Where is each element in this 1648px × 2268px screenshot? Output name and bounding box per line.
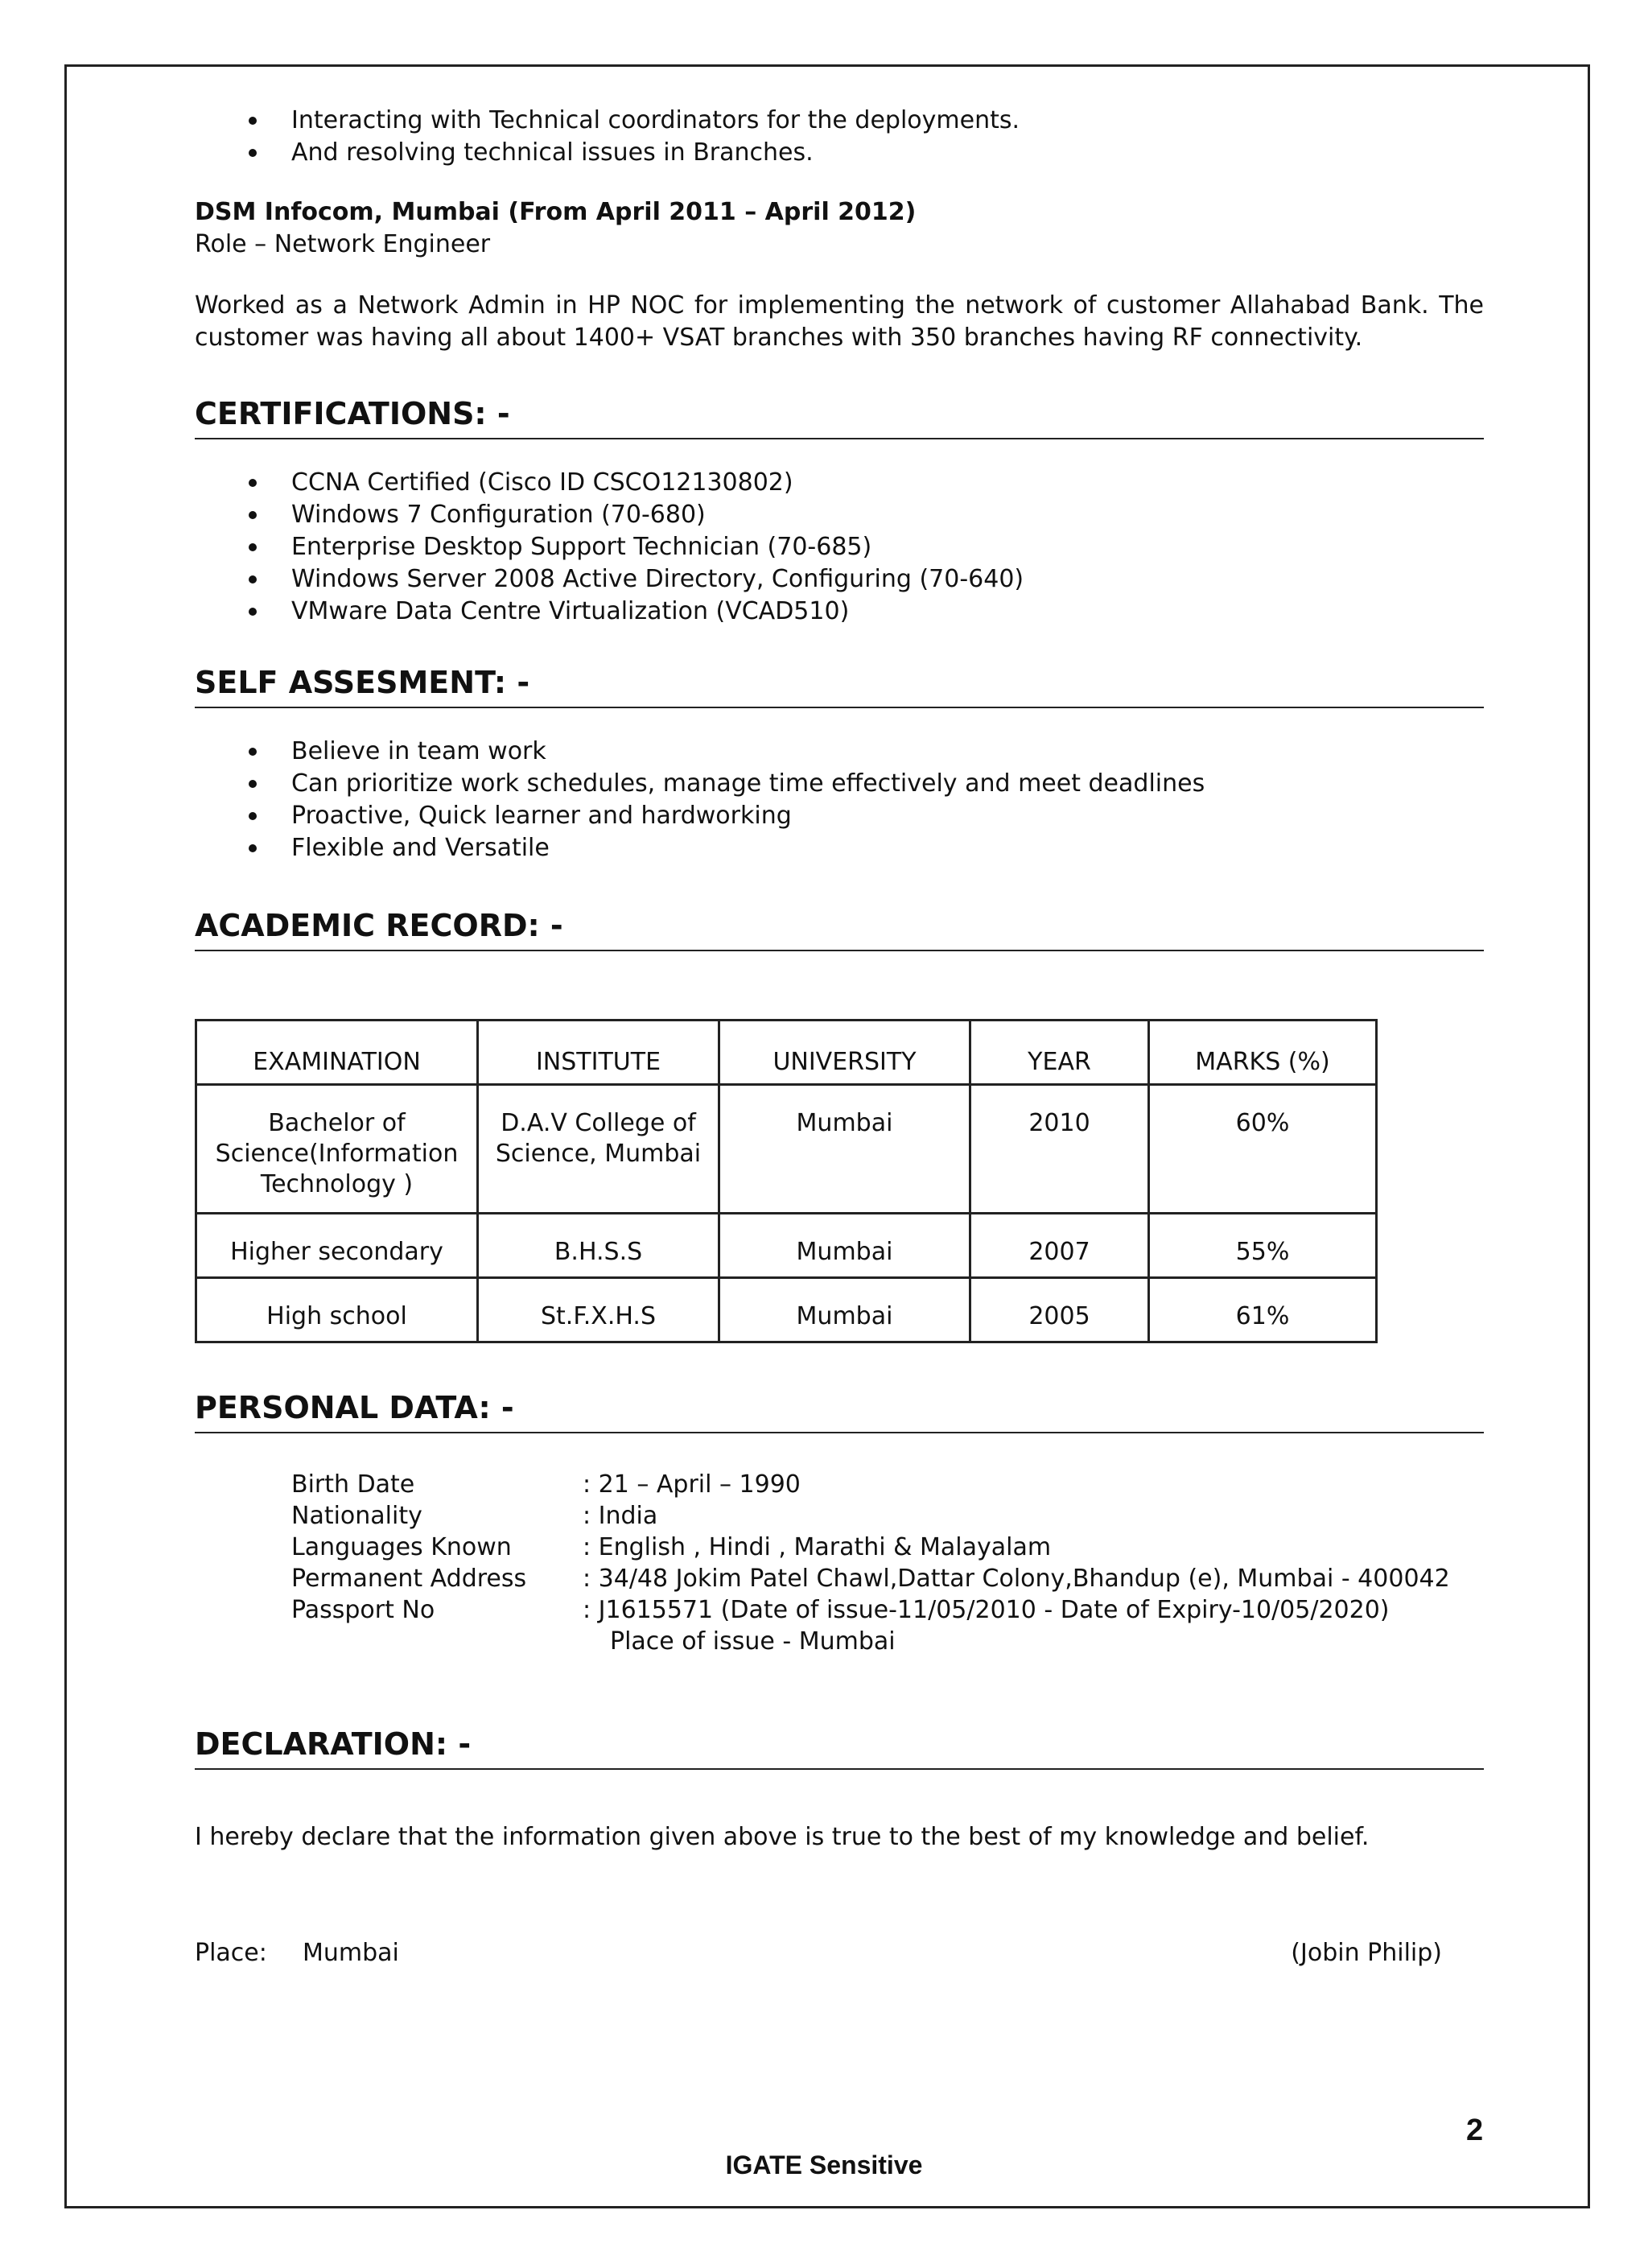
personal-row-passport (291, 1594, 1484, 1626)
cell-marks: 60% (1149, 1085, 1377, 1214)
list-item: CCNA Certified (Cisco ID CSCO12130802) (195, 467, 1484, 499)
resume-page-content (195, 105, 1484, 1969)
languages-label: Languages Known (291, 1533, 512, 1561)
personal-data-heading: PERSONAL DATA: - (195, 1388, 1484, 1433)
list-item: Interacting with Technical coordinators for the deployments. (195, 105, 1484, 137)
academic-record-heading: ACADEMIC RECORD: - (195, 906, 1484, 951)
cell-year: 2010 (970, 1085, 1149, 1214)
page-number: 2 (1466, 2113, 1484, 2147)
place-value: Mumbai (303, 1939, 399, 1967)
personal-row-languages (291, 1532, 1484, 1563)
column-header-examination: EXAMINATION (196, 1021, 478, 1085)
place-label: Place: (195, 1939, 267, 1967)
certifications-list (195, 467, 1484, 628)
personal-row-birth-date (291, 1469, 1484, 1500)
column-header-university: UNIVERSITY (719, 1021, 970, 1085)
table-row (196, 1214, 1377, 1278)
column-header-institute: INSTITUTE (478, 1021, 719, 1085)
job-role: Role – Network Engineer (195, 230, 491, 258)
passport-label: Passport No (291, 1596, 435, 1624)
list-item: Proactive, Quick learner and hardworking (195, 800, 1484, 832)
cell-examination: Bachelor of Science(Information Technology ) (196, 1085, 478, 1214)
self-assessment-list (195, 736, 1484, 864)
job-title: DSM Infocom, Mumbai (From April 2011 – April 2012) (195, 198, 917, 226)
intro-bullet-list (195, 105, 1484, 169)
list-item: Believe in team work (195, 736, 1484, 768)
address-label: Permanent Address (291, 1565, 527, 1593)
signatory-name: (Jobin Philip) (1291, 1939, 1442, 1967)
column-header-year: YEAR (970, 1021, 1149, 1085)
cell-marks: 55% (1149, 1214, 1377, 1278)
cell-year: 2005 (970, 1278, 1149, 1342)
personal-row-passport-place (291, 1626, 1484, 1657)
list-item: Enterprise Desktop Support Technician (70-685) (195, 531, 1484, 563)
declaration-heading: DECLARATION: - (195, 1725, 1484, 1770)
nationality-value: : India (583, 1502, 658, 1530)
cell-marks: 61% (1149, 1278, 1377, 1342)
certifications-heading: CERTIFICATIONS: - (195, 394, 1484, 439)
list-item: Windows 7 Configuration (70-680) (195, 499, 1484, 531)
job-description: Worked as a Network Admin in HP NOC for implementing the network of customer Allahabad Bank. The customer was having all about 1400+ VSAT branches with 350 branches having RF connectivity. (195, 291, 1484, 352)
list-item: Can prioritize work schedules, manage time effectively and meet deadlines (195, 768, 1484, 800)
personal-data-list (291, 1469, 1484, 1657)
column-header-marks: MARKS (%) (1149, 1021, 1377, 1085)
academic-record-table (195, 1019, 1378, 1343)
cell-university: Mumbai (719, 1278, 970, 1342)
place-line (195, 1937, 399, 1969)
passport-value: : J1615571 (Date of issue-11/05/2010 - Date of Expiry-10/05/2020) (583, 1596, 1390, 1624)
list-item: Windows Server 2008 Active Directory, Configuring (70-640) (195, 563, 1484, 596)
list-item: And resolving technical issues in Branches. (195, 137, 1484, 169)
birth-date-value: : 21 – April – 1990 (583, 1470, 801, 1499)
cell-year: 2007 (970, 1214, 1149, 1278)
table-row (196, 1085, 1377, 1214)
cell-examination: High school (196, 1278, 478, 1342)
declaration-text: I hereby declare that the information given above is true to the best of my knowledge and belief. (195, 1823, 1370, 1851)
address-value: : 34/48 Jokim Patel Chawl,Dattar Colony,Bhandup (e), Mumbai - 400042 (583, 1565, 1450, 1593)
personal-row-nationality (291, 1500, 1484, 1532)
list-item: Flexible and Versatile (195, 832, 1484, 864)
cell-institute: St.F.X.H.S (478, 1278, 719, 1342)
cell-examination: Higher secondary (196, 1214, 478, 1278)
birth-date-label: Birth Date (291, 1470, 415, 1499)
cell-institute: B.H.S.S (478, 1214, 719, 1278)
nationality-label: Nationality (291, 1502, 422, 1530)
personal-row-address (291, 1563, 1484, 1594)
self-assessment-heading: SELF ASSESMENT: - (195, 663, 1484, 708)
table-row (196, 1278, 1377, 1342)
languages-value: : English , Hindi , Marathi & Malayalam (583, 1533, 1052, 1561)
cell-university: Mumbai (719, 1085, 970, 1214)
spacer (291, 1626, 583, 1657)
cell-institute: D.A.V College of Science, Mumbai (478, 1085, 719, 1214)
passport-place-value: Place of issue - Mumbai (610, 1627, 896, 1656)
table-header-row (196, 1021, 1377, 1085)
signature-block (195, 1937, 1442, 1969)
cell-university: Mumbai (719, 1214, 970, 1278)
list-item: VMware Data Centre Virtualization (VCAD510) (195, 596, 1484, 628)
footer-label: IGATE Sensitive (725, 2150, 923, 2179)
